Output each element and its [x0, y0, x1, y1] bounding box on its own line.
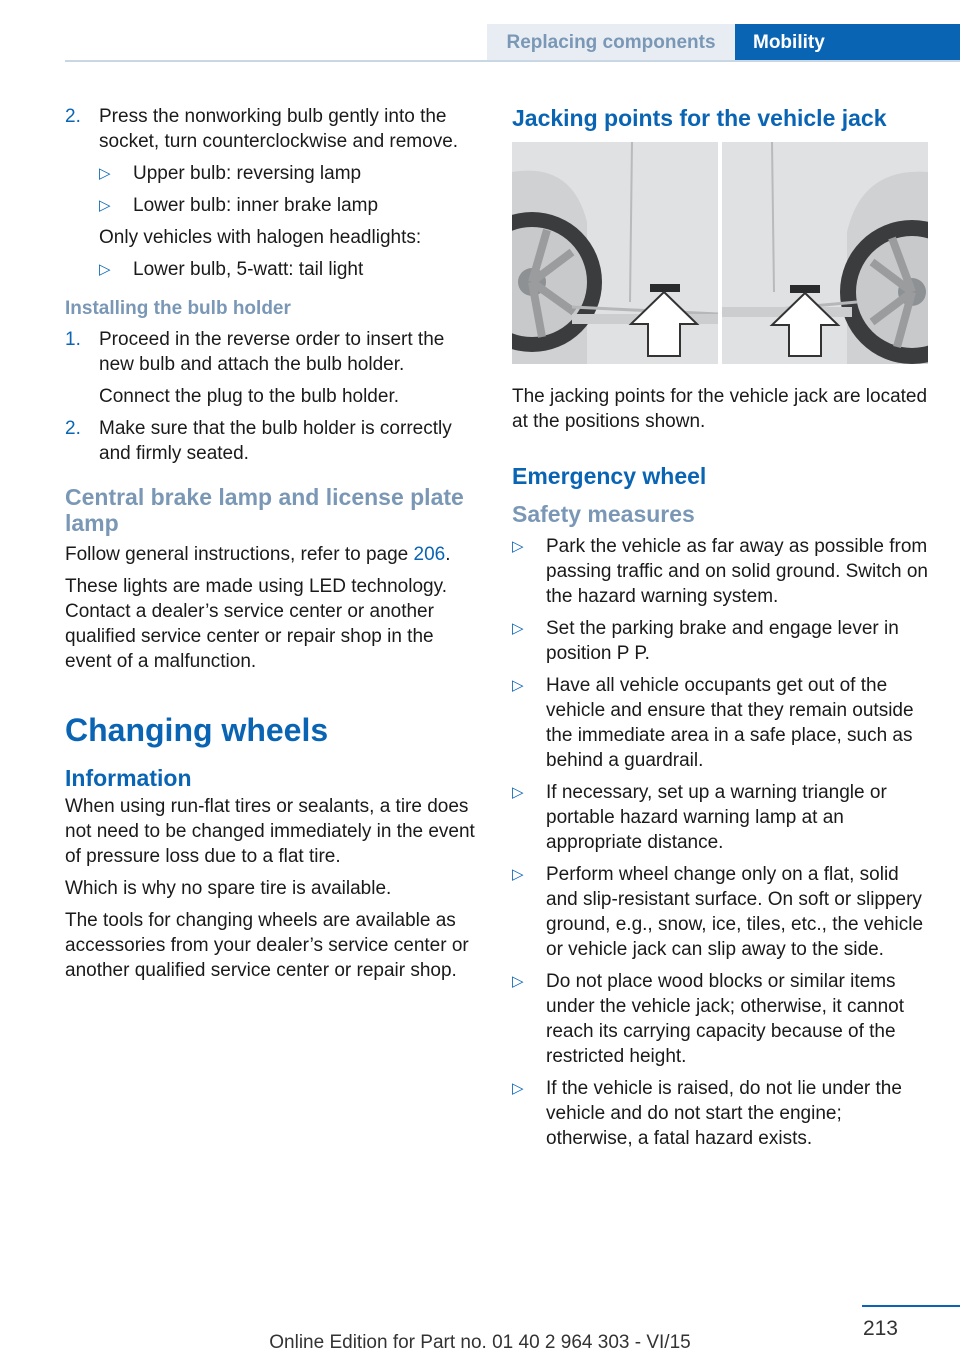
section-tab: Replacing components [487, 24, 735, 60]
triangle-bullet-icon: ▷ [512, 1080, 524, 1097]
triangle-bullet-icon: ▷ [512, 866, 524, 883]
list-item [512, 862, 932, 962]
list-item [512, 1076, 932, 1151]
triangle-bullet-icon: ▷ [512, 538, 524, 555]
installing-heading: Installing the bulb holder [65, 298, 291, 319]
page-link[interactable]: 206 [413, 544, 446, 565]
info-paragraph-2: Which is why no spare tire is available. [65, 878, 392, 899]
step-text: Press the nonworking bulb gently into the socket, turn counterclockwise and remove. [99, 106, 459, 152]
triangle-bullet-icon: ▷ [512, 784, 524, 801]
install-step-2 [65, 416, 477, 466]
central-paragraph-2: These lights are made using LED technology. Contact a dealer’s service center or another qualified service center or repair shop in the event of a malfunction. [65, 576, 447, 672]
footer-rule [862, 1305, 960, 1307]
list-item [512, 969, 932, 1069]
triangle-bullet-icon: ▷ [99, 261, 111, 278]
step-number: 2. [65, 418, 81, 439]
triangle-bullet-icon: ▷ [512, 620, 524, 637]
list-item-text: Have all vehicle occupants get out of the vehicle and ensure that they remain outside the immediate area in a safe place, such as behind a guardrail. [546, 675, 914, 771]
changing-wheels-heading: Changing wheels [65, 712, 329, 748]
triangle-bullet-icon: ▷ [512, 973, 524, 990]
install-step-1 [65, 327, 477, 377]
list-item [512, 673, 932, 773]
triangle-bullet-icon: ▷ [99, 165, 111, 182]
jacking-caption: The jacking points for the vehicle jack are located at the positions shown. [512, 386, 928, 432]
page-number: 213 [862, 1317, 898, 1340]
list-item [99, 193, 477, 218]
install-step-1-sub: Connect the plug to the bulb holder. [99, 386, 400, 407]
triangle-bullet-icon: ▷ [99, 197, 111, 214]
safety-measures-heading: Safety measures [512, 501, 695, 527]
step-number: 2. [65, 106, 81, 127]
edition-note: Online Edition for Part no. 01 40 2 964 303 - VI/15 [269, 1332, 691, 1353]
info-paragraph-1: When using run-flat tires or sealants, a tire does not need to be changed immediately in the event of pressure loss due to a flat tire. [65, 796, 475, 867]
central-paragraph-1 [65, 542, 477, 567]
list-item-text: Do not place wood blocks or similar items under the vehicle jack; otherwise, it cannot reach its carrying capacity because of the restricted height. [546, 971, 905, 1067]
information-heading: Information [65, 765, 192, 791]
central-brake-heading: Central brake lamp and license plate lamp [65, 484, 464, 536]
list-item-text: Lower bulb, 5-watt: tail light [133, 259, 364, 280]
step-2 [65, 104, 477, 154]
list-item-text: Set the parking brake and engage lever in position P P. [546, 618, 899, 664]
bulb-list [65, 161, 477, 282]
step-text: Make sure that the bulb holder is correctly and firmly seated. [99, 418, 452, 464]
list-item [512, 780, 932, 855]
left-column [65, 104, 477, 990]
emergency-wheel-heading: Emergency wheel [512, 463, 707, 489]
list-item [99, 161, 477, 186]
list-item-text: If necessary, set up a warning triangle or portable hazard warning lamp at an appropriate distance. [546, 782, 887, 853]
safety-list [512, 534, 932, 1151]
list-item-text: If the vehicle is raised, do not lie under the vehicle and do not start the engine; otherwise, a fatal hazard exists. [546, 1078, 902, 1149]
info-paragraph-3: The tools for changing wheels are available as accessories from your dealer’s service center or another qualified service center or repair shop. [65, 910, 469, 981]
list-item [99, 257, 477, 282]
step-text: Proceed in the reverse order to insert the new bulb and attach the bulb holder. [99, 329, 445, 375]
list-item-text: Upper bulb: reversing lamp [133, 163, 362, 184]
text: Follow general instructions, refer to page [65, 544, 414, 565]
jacking-heading: Jacking points for the vehicle jack [512, 105, 887, 131]
chapter-tab: Mobility [735, 24, 960, 60]
header-divider [65, 60, 960, 62]
halogen-note: Only vehicles with halogen headlights: [99, 227, 422, 248]
list-item [512, 616, 932, 666]
right-column [512, 104, 932, 1158]
text: . [445, 544, 451, 565]
list-item-text: Lower bulb: inner brake lamp [133, 195, 379, 216]
jacking-points-figure [512, 142, 928, 364]
list-item-text: Perform wheel change only on a flat, solid and slip-resistant surface. On soft or slippery ground, e.g., snow, ice, tiles, etc., the vehicle or vehicle jack can slip away to the side. [546, 864, 924, 960]
triangle-bullet-icon: ▷ [512, 677, 524, 694]
step-number: 1. [65, 329, 81, 350]
list-item-text: Park the vehicle as far away as possible from passing traffic and on solid ground. Switch on the hazard warning system. [546, 536, 928, 607]
list-item [512, 534, 932, 609]
